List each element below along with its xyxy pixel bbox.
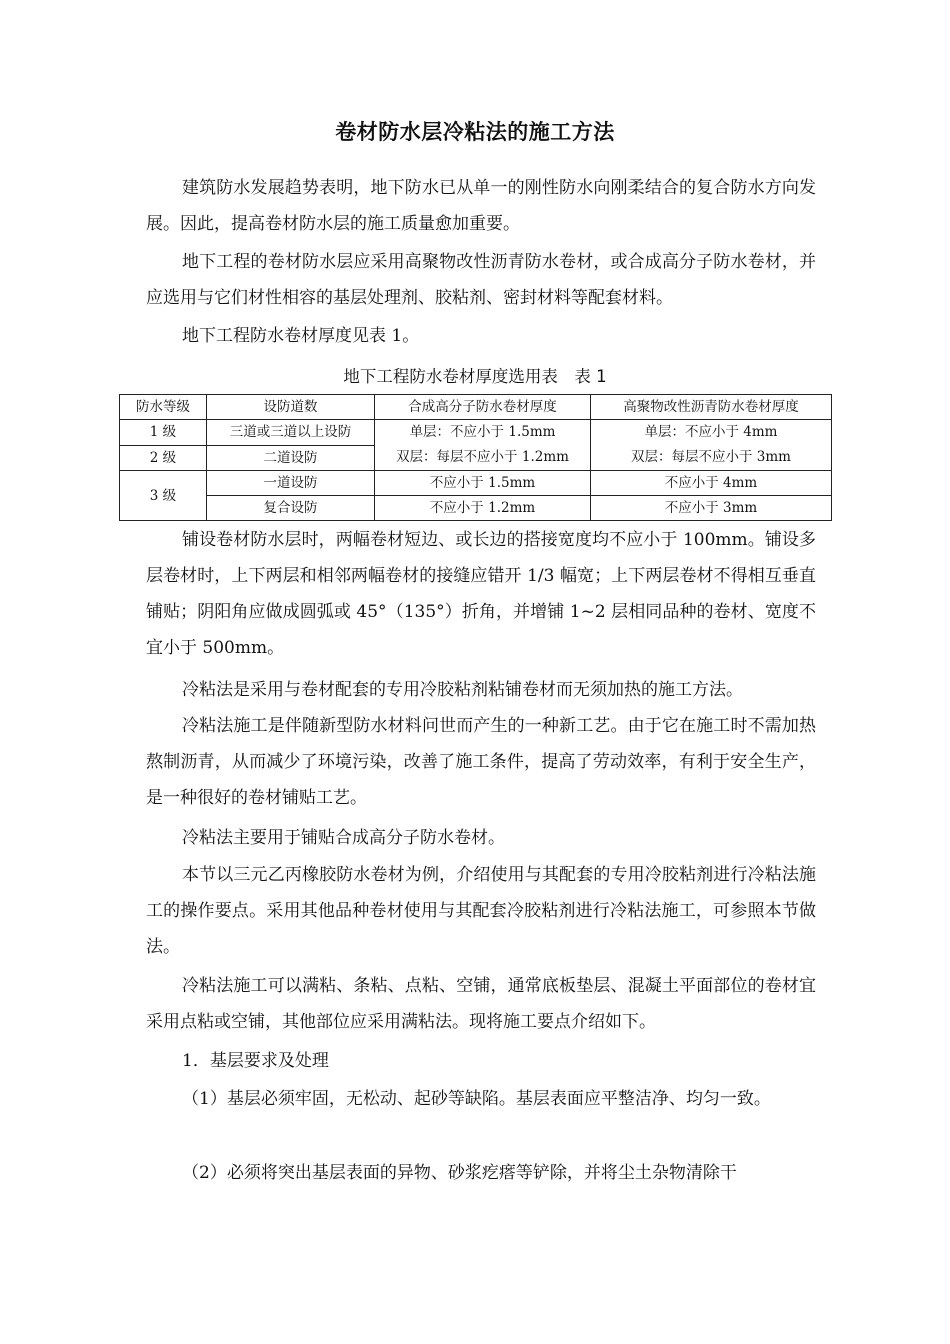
cell-synthetic-composite: 不应小于 1.2mm (375, 496, 591, 521)
cell-grade-2: 2 级 (120, 445, 207, 471)
asphalt-single: 单层：不应小于 4mm (644, 424, 778, 440)
cell-asphalt-composite: 不应小于 3mm (591, 496, 832, 521)
paragraph-2: 地下工程的卷材防水层应采用高聚物改性沥青防水卷材，或合成高分子防水卷材，并应选用与它们材性相容的基层处理剂、胶粘剂、密封材料等配套材料。 (146, 252, 816, 308)
asphalt-double: 双层：每层不应小于 3mm (631, 449, 791, 465)
cell-defense-one: 一道设防 (207, 471, 375, 496)
header-defense: 设防道数 (207, 395, 375, 420)
paragraph-3: 地下工程防水卷材厚度见表 1。 (182, 326, 420, 346)
table-row (120, 420, 832, 446)
document-title: 卷材防水层冷粘法的施工方法 (335, 119, 615, 144)
cell-asphalt-one: 不应小于 4mm (591, 471, 832, 496)
table-header-row (120, 395, 832, 420)
paragraph-6: 冷粘法施工是伴随新型防水材料问世而产生的一种新工艺。由于它在施工时不需加热熬制沥青，从而减少了环境污染，改善了施工条件，提高了劳动效率，有利于安全生产，是一种很好的卷材铺贴工艺。 (146, 716, 816, 808)
table-row (120, 471, 832, 496)
synthetic-double: 双层：每层不应小于 1.2mm (396, 449, 569, 465)
thickness-table (119, 394, 832, 521)
header-asphalt: 高聚物改性沥青防水卷材厚度 (591, 395, 832, 420)
list-item-1: （1）基层必须牢固，无松动、起砂等缺陷。基层表面应平整洁净、均匀一致。 (182, 1089, 771, 1109)
cell-defense-two: 二道设防 (207, 445, 375, 471)
cell-asphalt-layers (591, 420, 832, 471)
paragraph-5: 冷粘法是采用与卷材配套的专用冷胶粘剂粘铺卷材而无须加热的施工方法。 (182, 680, 743, 700)
paragraph-8: 本节以三元乙丙橡胶防水卷材为例，介绍使用与其配套的专用冷胶粘剂进行冷粘法施工的操作要点。采用其他品种卷材使用与其配套冷胶粘剂进行冷粘法施工，可参照本节做法。 (146, 865, 816, 957)
table-row (120, 496, 832, 521)
cell-grade-3: 3 级 (120, 471, 207, 521)
section-heading-1: 1．基层要求及处理 (182, 1051, 329, 1071)
header-synthetic: 合成高分子防水卷材厚度 (375, 395, 591, 420)
paragraph-9: 冷粘法施工可以满粘、条粘、点粘、空铺，通常底板垫层、混凝土平面部位的卷材宜采用点粘或空铺，其他部位应采用满粘法。现将施工要点介绍如下。 (146, 976, 816, 1032)
cell-grade-1: 1 级 (120, 420, 207, 446)
paragraph-7: 冷粘法主要用于铺贴合成高分子防水卷材。 (182, 828, 505, 848)
list-item-2: （2）必须将突出基层表面的异物、砂浆疙瘩等铲除，并将尘土杂物清除干 (182, 1163, 737, 1183)
paragraph-4: 铺设卷材防水层时，两幅卷材短边、或长边的搭接宽度均不应小于 100mm。铺设多层卷材时，上下两层和相邻两幅卷材的接缝应错开 1/3 幅宽；上下两层卷材不得相互垂直铺贴；阴阳角应做成圆弧或 45°（135°）折角，并增铺 1~2 层相同品种的卷材、宽度不宜小于 500mm。 (146, 530, 816, 658)
table-caption: 地下工程防水卷材厚度选用表 表 1 (343, 367, 607, 386)
cell-synthetic-one: 不应小于 1.5mm (375, 471, 591, 496)
cell-defense-composite: 复合设防 (207, 496, 375, 521)
paragraph-1: 建筑防水发展趋势表明，地下防水已从单一的刚性防水向刚柔结合的复合防水方向发展。因此，提高卷材防水层的施工质量愈加重要。 (146, 178, 816, 234)
cell-defense-multi: 三道或三道以上设防 (207, 420, 375, 446)
header-grade: 防水等级 (120, 395, 207, 420)
synthetic-single: 单层：不应小于 1.5mm (409, 424, 556, 440)
cell-synthetic-layers (375, 420, 591, 471)
